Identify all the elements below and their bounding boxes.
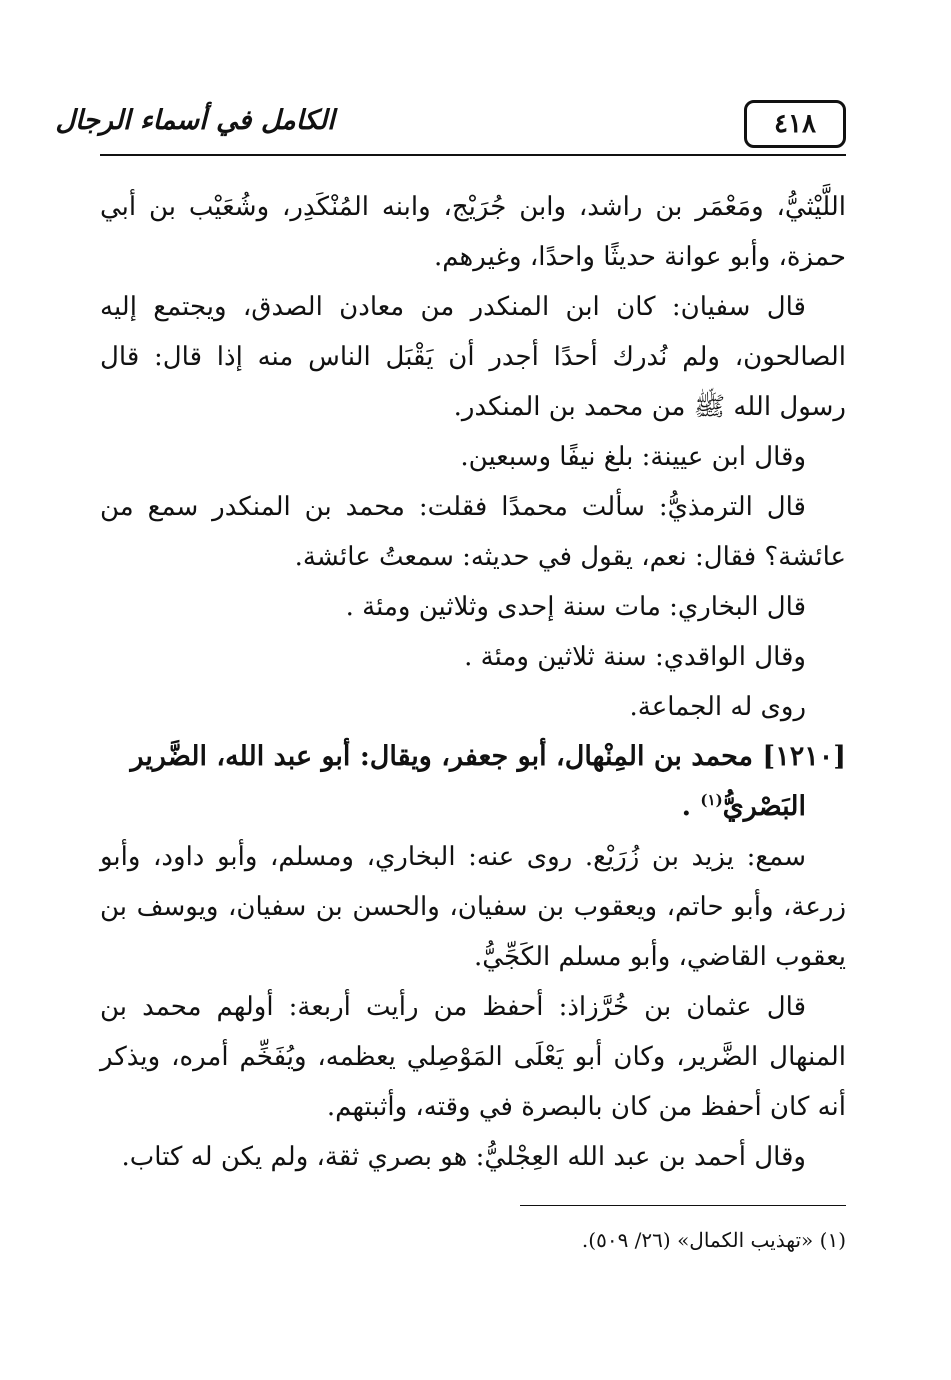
paragraph: قال عثمان بن خُرَّزاذ: أحفظ من رأيت أربعة: أولهم محمد بن المنهال الضَّرير، وكان أبو يَعْلَى المَوْصِلي يعظمه، ويُفَخِّم أمره، ويذكر أنه كان أحفظ من كان بالبصرة في وقته، وأثبتهم. [100,992,846,1122]
footnote-reference[interactable]: (١) [700,791,723,809]
paragraph: قال الترمذيُّ: سألت محمدًا فقلت: محمد بن المنكدر سمع من عائشة؟ فقال: نعم، يقول في حديثه: سمعتُ عائشة. [100,492,846,572]
page-header [55,90,846,156]
page-number: ٤١٨ [744,100,846,148]
entry-heading [100,732,846,832]
entry-heading-end: . [681,791,701,822]
paragraph: اللَّيْثيُّ، ومَعْمَر بن راشد، وابن جُرَيْج، وابنه المُنْكَدِر، وشُعَيْب بن أبي حمزة، وأبو عوانة حديثًا واحدًا، وغيرهم. [100,192,846,272]
paragraph: قال البخاري: مات سنة إحدى وثلاثين ومئة . [345,592,806,622]
header-rule [100,154,846,156]
entry-heading-line2 [100,782,846,832]
entry-name-nisba: البَصْريُّ [722,791,806,822]
paragraph: قال سفيان: كان ابن المنكدر من معادن الصدق، ويجتمع إليه الصالحون، ولم نُدرك أحدًا أجدر أن يَقْبَل الناس منه إذا قال: قال رسول الله ﷺ من محمد بن المنكدر. [100,292,846,422]
paragraph: روى له الجماعة. [629,692,806,722]
body-text [100,182,846,1182]
footnote-rule [520,1205,846,1206]
paragraph: وقال أحمد بن عبد الله العِجْليُّ: هو بصري ثقة، ولم يكن له كتاب. [121,1142,806,1172]
entry-heading-line1: [١٢١٠] محمد بن المِنْهال، أبو جعفر، ويقال: أبو عبد الله، الضَّرير [130,741,846,772]
paragraph: وقال ابن عيينة: بلغ نيفًا وسبعين. [460,442,806,472]
running-title: الكامل في أسماء الرجال [55,104,335,136]
paragraph: وقال الواقدي: سنة ثلاثين ومئة . [464,642,806,672]
footnote: (١) «تهذيب الكمال» (٢٦/ ٥٠٩). [581,1228,846,1252]
paragraph: سمع: يزيد بن زُرَيْع. روى عنه: البخاري، ومسلم، وأبو داود، وأبو زرعة، وأبو حاتم، ويعقوب بن سفيان، والحسن بن سفيان، ويوسف بن يعقوب القاضي، وأبو مسلم الكَجِّيُّ. [100,842,846,972]
